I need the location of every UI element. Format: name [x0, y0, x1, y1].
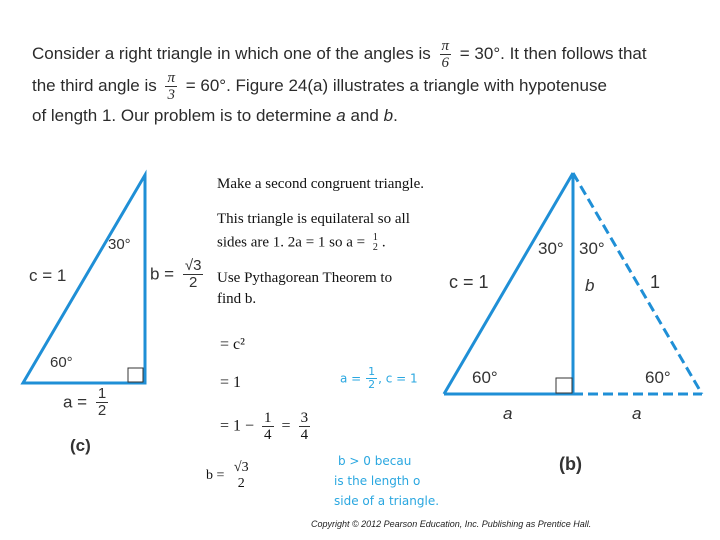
- fraction-1-2: $\frac{1}{2}$: [368, 365, 376, 391]
- fraction-pi-6: $\frac{\pi}{6}$: [441, 38, 450, 71]
- copyright-notice: Copyright © 2012 Pearson Education, Inc. Publishing as Prentice Hall.: [311, 519, 592, 529]
- step-2-line-1: This triangle is equilateral so all: [217, 211, 410, 227]
- intro-text: Consider a right triangle in which one of the angles is: [32, 43, 431, 63]
- fraction-1-4: $\frac{1}{4}$: [264, 410, 272, 443]
- right-angle-marker: [128, 368, 143, 382]
- angle-60-label: 60°: [50, 354, 73, 371]
- fraction-pi-3: $\frac{\pi}{3}$: [167, 70, 175, 103]
- reason-line-1: b > 0 becau: [338, 454, 412, 468]
- given-values-note: a = $\frac{1}{2}$ , c = 1: [340, 365, 418, 391]
- side-b-label: b = $\frac{√3}{2}$: [150, 257, 202, 291]
- equation-3: = 1 − $\frac{1}{4}$ = $\frac{3}{4}$: [220, 410, 309, 443]
- altitude-b-label: b: [585, 276, 595, 295]
- step-1-text: Make a second congruent triangle.: [217, 176, 425, 192]
- step-3-line-2: find b.: [217, 291, 257, 307]
- angle-30-label: 30°: [108, 236, 131, 253]
- equation-4: b = √3 2: [206, 460, 249, 491]
- base-a-right-label: a: [632, 404, 642, 423]
- hypotenuse-label: c = 1: [449, 272, 489, 292]
- fraction-3-4: $\frac{3}{4}$: [300, 410, 309, 443]
- right-angle-marker: [556, 378, 572, 393]
- figure-b-caption: (b): [559, 454, 582, 474]
- step-3-line-1: Use Pythagorean Theorem to: [217, 270, 393, 286]
- equation-2: = 1: [220, 374, 242, 391]
- equation-1: = c²: [220, 336, 245, 353]
- fraction-1-2: 1 2: [372, 232, 378, 253]
- angle-60-left-label: 60°: [472, 368, 498, 387]
- base-a-left-label: a: [503, 404, 513, 423]
- angle-30-right-label: 30°: [579, 239, 605, 258]
- fraction-sqrt3-2: √3 2: [233, 460, 249, 491]
- side-1-label: 1: [650, 272, 661, 292]
- intro-text: = 60°. Figure 24(a) illustrates a triangle with hypotenuse: [185, 75, 607, 95]
- step-2-line-2: sides are 1. 2a = 1 so a = 1 2 .: [217, 232, 386, 253]
- hypotenuse-label: c = 1: [29, 266, 67, 285]
- fraction-1-2: $\frac{1}{2}$: [97, 385, 107, 419]
- fraction-sqrt3-2: $\frac{√3}{2}$: [184, 257, 202, 291]
- side-a-label: a = $\frac{1}{2}$: [63, 385, 107, 419]
- reason-line-3: side of a triangle.: [334, 494, 440, 508]
- intro-line-3: of length 1. Our problem is to determine a and b.: [32, 106, 398, 125]
- angle-60-right-label: 60°: [645, 368, 671, 387]
- angle-30-left-label: 30°: [538, 239, 564, 258]
- figure-c-caption: (c): [70, 436, 91, 455]
- intro-text: the third angle is: [32, 75, 157, 95]
- reason-line-2: is the length o: [334, 474, 421, 488]
- intro-text: = 30°. It then follows that: [459, 43, 647, 63]
